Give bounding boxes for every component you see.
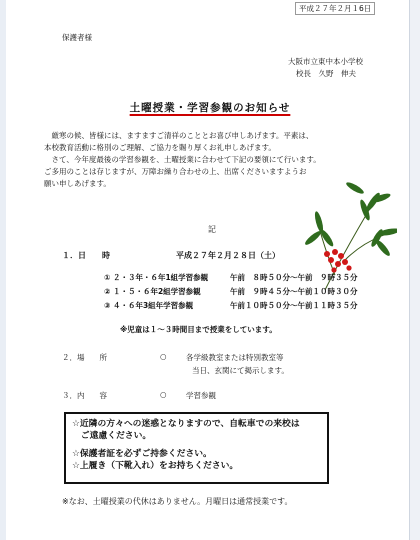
notice-line: ☆上履き（下靴入れ）をお持ちください。	[72, 461, 239, 471]
period-time: 午前１０時５０分～午前１１時３５分	[230, 301, 358, 310]
period-time: 午前 ９時４５分～午前１０時３０分	[230, 287, 358, 296]
greeting-line: さて、今年度最後の学習参観を、土曜授業に合わせて下記の要領にて行います。	[44, 155, 321, 164]
item-place-label: ２．場 所	[62, 353, 107, 362]
period-classes: ① ２・３年・６年1組学習参観	[104, 273, 209, 282]
scrollbar[interactable]	[409, 0, 420, 540]
item-content-label: ３．内 容	[62, 391, 107, 400]
period-classes: ③ ４・６年3組年学習参観	[104, 301, 194, 310]
footer-note: ※なお、土曜授業の代休はありません。月曜日は通常授業です。	[62, 497, 293, 506]
principal-name: 校長 久野 伸夫	[296, 69, 356, 78]
bullet: ○	[160, 352, 167, 361]
item-datetime-label: １．日 時	[62, 251, 110, 260]
greeting-line: ご多用のことは存じますが、万障お繰り合わせの上、出席くださいますようお	[44, 167, 307, 176]
children-note: ※児童は１～３時間目まで授業をしています。	[120, 325, 277, 334]
greeting-line: 願い申しあげます。	[44, 179, 111, 188]
date-box	[295, 2, 375, 15]
place: 各学級教室または特別教室等	[186, 353, 284, 362]
greeting-line: 本校教育活動に格別のご理解、ご協力を賜り厚くお礼申しあげます。	[44, 143, 276, 152]
greeting-line: 厳寒の候、皆様には、ますますご清祥のこととお喜び申しあげます。平素は、	[44, 131, 314, 140]
window-frame-left	[0, 0, 6, 540]
period-classes: ② １・５・６年2組学習参観	[104, 287, 201, 296]
notice-box	[64, 412, 329, 484]
page-title: 土曜授業・学習参観のお知らせ	[129, 102, 291, 114]
bullet: ○	[160, 390, 167, 399]
period-time: 午前 ８時５０分～午前 ９時３５分	[230, 273, 358, 282]
notice-line: ☆保護者証を必ずご持参ください。	[72, 449, 212, 459]
place-note: 当日、玄関にて掲示します。	[192, 366, 289, 375]
content: 学習参観	[186, 391, 216, 400]
school-name: 大阪市立東中本小学校	[288, 57, 363, 66]
addressee: 保護者様	[62, 33, 92, 42]
issue-date: 平成２７年２月１6日	[299, 4, 372, 13]
notice-line: ☆近隣の方々への迷惑となりますので、自転車での来校は	[72, 419, 300, 429]
notice-line: ご遠慮ください。	[72, 431, 152, 441]
event-date: 平成２７年２月２８日（土）	[176, 251, 280, 260]
ki-heading: 記	[208, 225, 216, 234]
